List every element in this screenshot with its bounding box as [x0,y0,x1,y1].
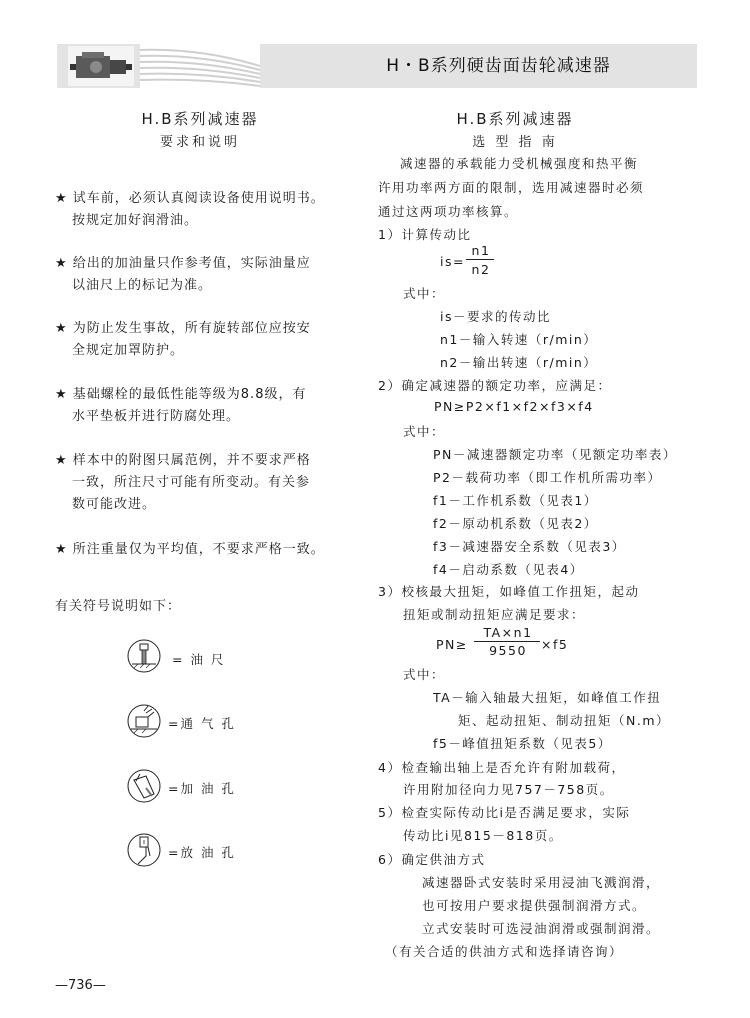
s3-formula-lhs: PN≥ [436,637,468,652]
s2-heading: 2）确定减速器的额定功率，应满足： [378,378,612,393]
s4-line-1: 4）检查输出轴上是否允许有附加载荷， [378,760,626,775]
header-stripes-decoration [140,44,260,88]
drain-hole-icon [126,832,162,868]
s1-heading: 1）计算传动比 [378,227,472,242]
s1-def-1: is－要求的传动比 [440,309,551,324]
s1-def-2: n1－输入转速（r/min） [440,332,598,347]
s1-where: 式中： [403,286,446,301]
bullet-1-line-2: 按规定加好润滑油。 [72,213,199,228]
bullet-1-line-1: ★ 试车前，必须认真阅读设备使用说明书。 [55,191,325,206]
oil-fill-hole-label: =加 油 孔 [168,781,236,796]
drain-hole-label: =放 油 孔 [168,845,236,860]
s6-heading: 6）确定供油方式 [378,852,486,867]
s2-def-2: P2－载荷功率（即工作机所需功率） [433,470,662,485]
s6-line-3: 立式安装时可选浸油润滑或强制润滑。 [422,921,661,936]
bullet-5-line-2: 一致，所注尺寸可能有所变动。有关参 [72,475,311,490]
s3-formula-numerator: TA×n1 [483,625,533,640]
bullet-3-line-1: ★ 为防止发生事故，所有旋转部位应按安 [55,321,311,336]
s2-def-3: f1－工作机系数（见表1） [433,493,598,508]
bullet-3-line-2: 全规定加罩防护。 [72,343,185,358]
s3-formula-rhs: ×f5 [541,637,569,652]
bullet-6-line-1: ★ 所注重量仅为平均值，不要求严格一致。 [55,542,325,557]
s1-def-3: n2－输出转速（r/min） [440,355,598,370]
s3-def-2: f5－峰值扭矩系数（见表5） [433,736,612,751]
s2-def-6: f4－启动系数（见表4） [433,562,584,577]
s3-line-2: 扭矩或制动扭矩应满足要求： [403,607,586,622]
s3-def-1a: TA－输入轴最大扭矩，如峰值工作扭 [433,690,662,705]
s2-def-4: f2－原动机系数（见表2） [433,516,598,531]
left-section-title: H.B系列减速器 [141,110,259,128]
vent-hole-label: =通 气 孔 [168,716,236,731]
s2-def-1: PN－减速器额定功率（见额定功率表） [433,447,677,462]
intro-line-1: 减速器的承载能力受机械强度和热平衡 [400,156,639,171]
right-section-title: H.B系列减速器 [456,110,574,128]
s1-formula-numerator: n1 [471,243,491,258]
oil-fill-hole-icon [126,768,162,804]
s4-line-2: 许用附加径向力见757－758页。 [403,782,614,797]
bullet-5-line-1: ★ 样本中的附图只属范例，并不要求严格 [55,453,311,468]
intro-line-2: 许用功率两方面的限制，选用减速器时必须 [378,180,645,195]
s2-def-5: f3－减速器安全系数（见表3） [433,539,626,554]
s5-line-1: 5）检查实际传动比i是否满足要求，实际 [378,805,631,820]
page-header-title: H・B系列硬齿面齿轮减速器 [386,56,611,76]
vent-hole-icon [126,703,162,739]
right-section-subtitle: 选 型 指 南 [472,135,558,150]
s6-line-2: 也可按用户要求提供强制润滑方式。 [422,898,647,913]
s3-formula-denominator: 9550 [489,643,527,658]
s2-where: 式中： [403,424,446,439]
s1-formula-denominator: n2 [471,262,491,277]
s6-line-4: （有关合适的供油方式和选择请咨询） [385,944,624,959]
bullet-2-line-1: ★ 给出的加油量只作参考值，实际油量应 [55,256,311,271]
gear-reducer-product-image [68,46,134,86]
s3-def-1b: 矩、起动扭矩、制动扭矩（N.m） [458,713,671,728]
dipstick-icon [126,638,162,674]
intro-line-3: 通过这两项功率核算。 [378,204,519,219]
symbols-title: 有关符号说明如下： [55,599,182,614]
s3-line-1: 3）校核最大扭矩，如峰值工作扭矩，起动 [378,584,640,599]
s3-where: 式中： [403,667,446,682]
s1-formula-lhs: is= [440,254,465,269]
page-number: —736— [55,978,106,993]
left-section-subtitle: 要求和说明 [159,135,240,150]
dipstick-label: = 油 尺 [172,652,226,667]
s1-fraction-bar [466,259,494,260]
bullet-4-line-1: ★ 基础螺栓的最低性能等级为8.8级，有 [55,387,307,402]
s6-line-1: 减速器卧式安装时采用浸油飞溅润滑， [422,875,661,890]
s2-formula: PN≥P2×f1×f2×f3×f4 [434,399,594,414]
bullet-5-line-3: 数可能改进。 [72,497,157,512]
s3-fraction-bar [474,641,540,642]
bullet-2-line-2: 以油尺上的标记为准。 [72,278,213,293]
bullet-4-line-2: 水平垫板并进行防腐处理。 [72,409,241,424]
s5-line-2: 传动比i见815－818页。 [403,828,563,843]
